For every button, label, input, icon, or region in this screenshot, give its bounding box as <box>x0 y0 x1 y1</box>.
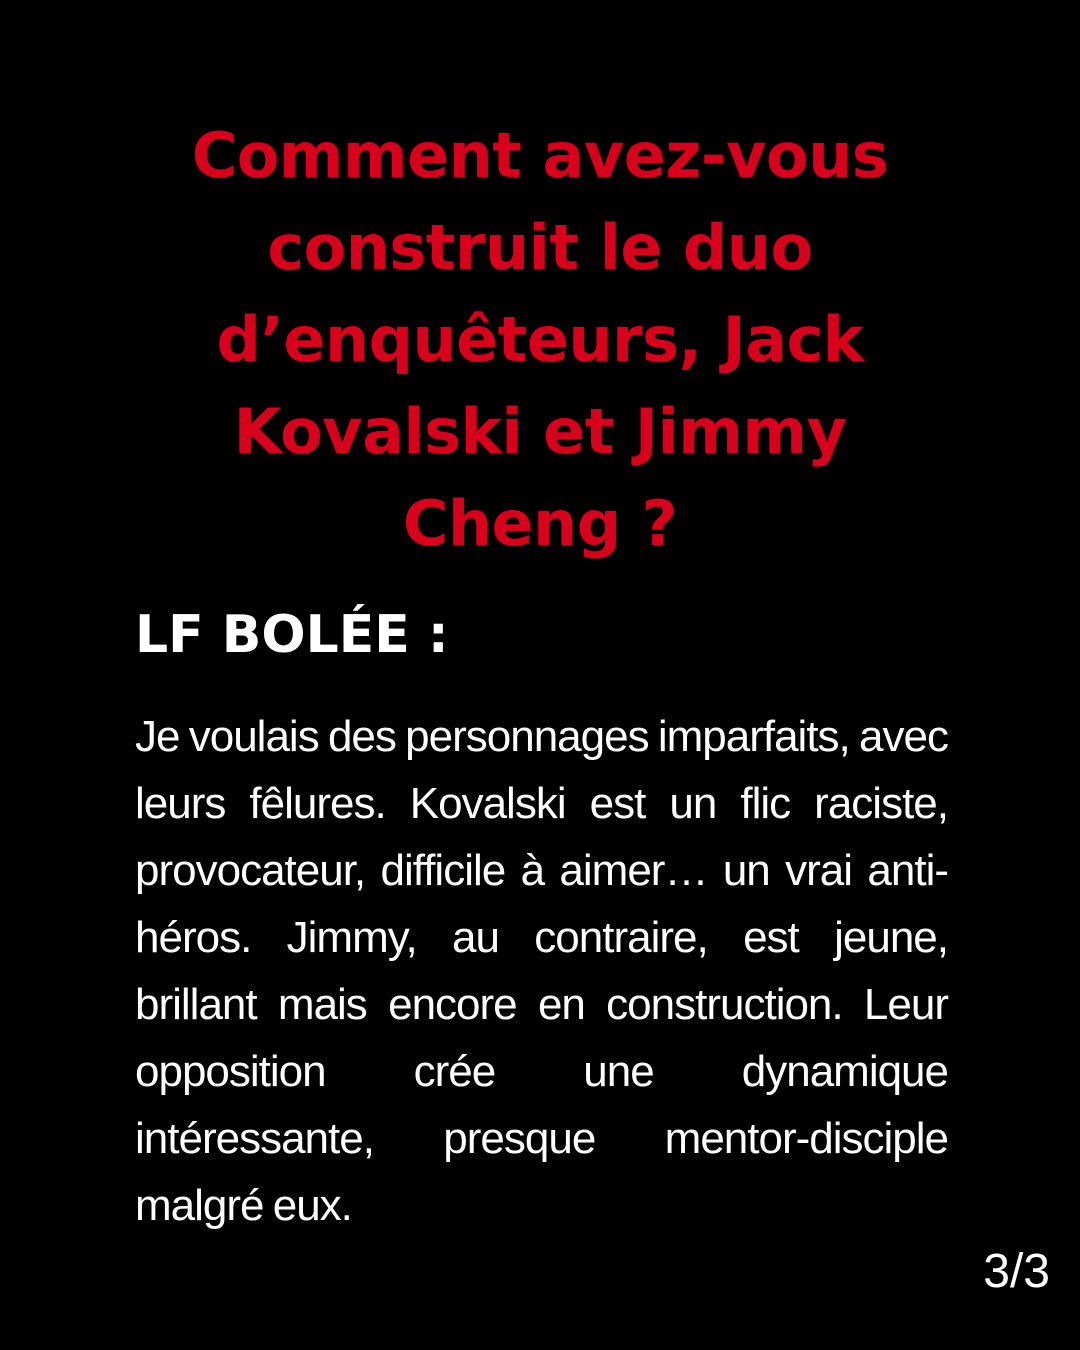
page-indicator: 3/3 <box>983 1245 1050 1298</box>
question-heading: Comment avez-vous construit le duo d’enquêteurs, Jack Kovalski et Jimmy Cheng ? <box>191 119 889 560</box>
answer-paragraph: Je voulais des personnages imparfaits, avec leurs fêlures. Kovalski est un flic raciste, provocateur, difficile à aimer… un vrai anti-héros. Jimmy, au contraire, est jeune, brillant mais encore en construction. Leur opposition crée une dynamique intéressante, presque mentor-disciple malgré eux. <box>135 712 948 1230</box>
speaker-label: LF BOLÉE : <box>135 605 449 665</box>
